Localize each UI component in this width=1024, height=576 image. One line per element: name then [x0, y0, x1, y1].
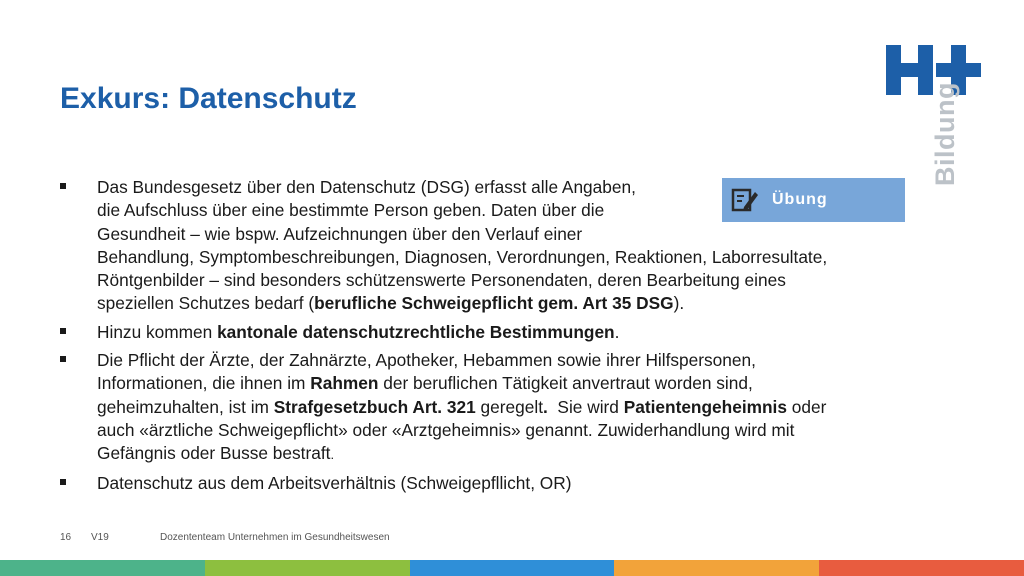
text-line	[97, 396, 920, 419]
list-item	[60, 321, 920, 344]
text-line	[97, 419, 920, 442]
text-line	[97, 442, 920, 466]
text-span: oder	[786, 396, 827, 417]
text-span: speziellen Schutzes bedarf (	[97, 293, 315, 314]
uebung-label: Übung	[772, 191, 828, 208]
bullet-list	[60, 176, 920, 500]
text-span: Gesundheit – wie bspw. Aufzeichnungen über den Verlauf einer	[97, 223, 583, 244]
text-span: Datenschutz aus dem Arbeitsverhältnis (Schweigepfllicht, OR)	[97, 472, 572, 493]
text-line	[97, 269, 920, 292]
text-span: .	[614, 321, 620, 342]
bottom-bar-segment	[0, 560, 205, 576]
list-item	[60, 176, 920, 316]
bullet-square-icon	[60, 356, 66, 362]
bullet-square-icon	[60, 328, 66, 334]
text-span: ).	[673, 293, 685, 314]
text-line	[97, 223, 920, 246]
list-item	[60, 472, 920, 495]
text-span: Gefängnis oder Busse bestraft	[97, 443, 331, 464]
bottom-bar-segment	[410, 560, 614, 576]
footer-version: V19	[91, 532, 109, 543]
bold-text: Strafgesetzbuch Art. 321	[273, 396, 476, 417]
bold-text: Rahmen	[310, 373, 379, 394]
text-line	[97, 372, 920, 395]
text-line	[97, 176, 920, 199]
footer-page-number: 16	[60, 532, 72, 543]
bold-text: Patientengeheimnis	[623, 396, 787, 417]
logo-bildung-text: Bildung	[930, 82, 960, 186]
text-span: Hinzu kommen	[97, 321, 218, 342]
text-span: geheimzuhalten, ist im	[97, 396, 274, 417]
text-line	[97, 321, 920, 344]
footer-author: Dozententeam Unternehmen im Gesundheitswesen	[160, 532, 390, 543]
page-title: Exkurs: Datenschutz	[60, 82, 357, 115]
text-line	[97, 199, 920, 222]
text-span: .	[330, 447, 335, 463]
text-span: Sie wird	[547, 396, 624, 417]
bottom-bar-segment	[614, 560, 819, 576]
text-span: die Aufschluss über eine bestimmte Person geben. Daten über die	[97, 200, 605, 221]
text-span: der beruflichen Tätigkeit anvertraut worden sind,	[378, 373, 753, 394]
bold-text: .	[543, 396, 548, 417]
bold-text: kantonale datenschutzrechtliche Bestimmungen	[217, 321, 615, 342]
text-span: Informationen, die ihnen im	[97, 373, 311, 394]
text-span: Das Bundesgesetz über den Datenschutz (DSG) erfasst alle Angaben,	[97, 177, 636, 197]
text-span: auch «ärztliche Schweigepflicht» oder «Arztgeheimnis» genannt. Zuwiderhandlung wird mit	[97, 419, 795, 440]
bottom-bar-segment	[819, 560, 1024, 576]
text-line	[97, 292, 920, 315]
text-span: Die Pflicht der Ärzte, der Zahnärzte, Apotheker, Hebammen sowie ihrer Hilfspersonen,	[97, 350, 756, 371]
list-item	[60, 349, 920, 466]
bottom-bar-segment	[205, 560, 410, 576]
bold-text: berufliche Schweigepflicht gem. Art 35 DSG	[314, 293, 674, 314]
text-span: Behandlung, Symptombeschreibungen, Diagnosen, Verordnungen, Reaktionen, Laborresultate,	[97, 246, 828, 267]
text-line	[97, 472, 920, 495]
text-span: Röntgenbilder – sind besonders schützenswerte Personendaten, deren Bearbeitung eines	[97, 270, 786, 291]
text-line	[97, 349, 920, 372]
text-span: geregelt	[475, 396, 544, 417]
bullet-square-icon	[60, 479, 66, 485]
text-line	[97, 246, 920, 269]
bullet-square-icon	[60, 183, 66, 189]
